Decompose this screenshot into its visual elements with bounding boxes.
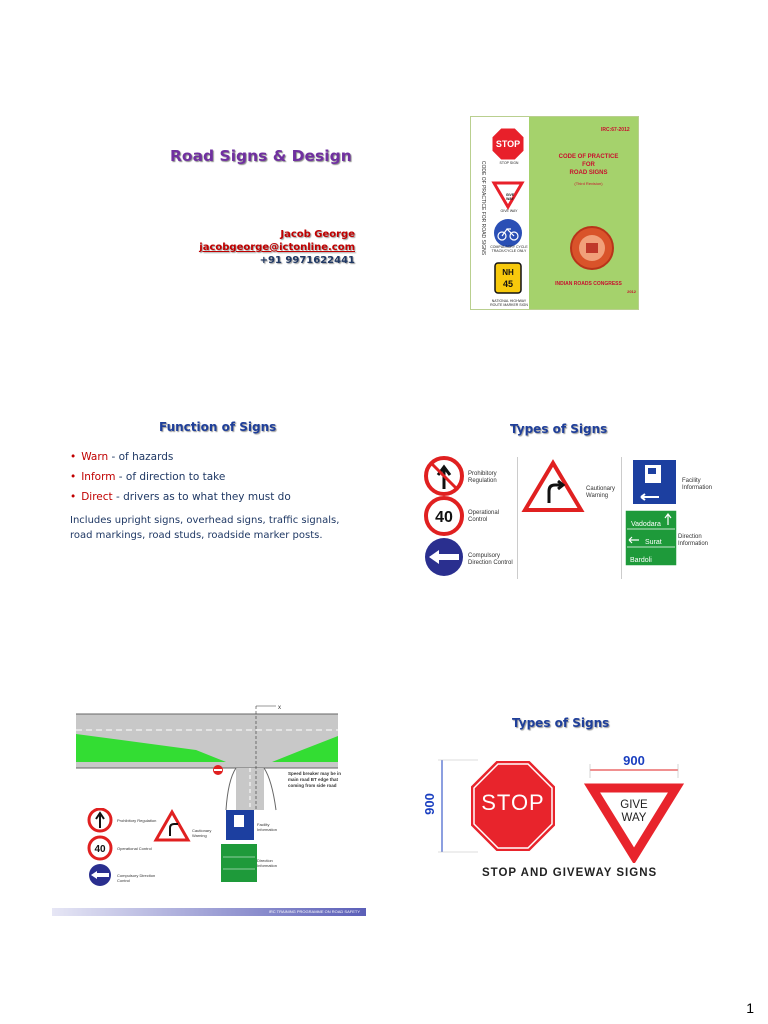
dim-vertical: 900 <box>422 793 437 815</box>
giveway-text-1: GIVE <box>620 799 648 811</box>
irc-cover-image: CODE OF PRACTICE FOR ROAD SIGNS STOP NH 45 STOP SIGN GIVE WAY GIVE WAY COMPULSORY CYCLE TRACK/CYCLE ONLY NATIONAL HIGHWAY ROUTE MARKER SIGN IRC:67-2012 CODE OF PRACTICE FOR ROAD SIGNS (Third Revision) INDIAN ROADS CONGRESS 2012 <box>470 116 639 310</box>
cover-publisher: INDIAN ROADS CONGRESS <box>555 281 622 287</box>
svg-text:Vadodara: Vadodara <box>631 521 661 528</box>
body-text: Includes upright signs, overhead signs, traffic signals, road markings, road studs, roadside marker posts. <box>70 515 340 541</box>
page-title: Road Signs & Design <box>170 147 352 165</box>
speed-limit-text: 40 <box>435 509 453 526</box>
mini-types-figure <box>86 808 276 886</box>
page-number: 1 <box>746 1000 754 1016</box>
stop-giveway-figure <box>418 748 688 863</box>
svg-text:Surat: Surat <box>645 539 662 546</box>
cover-stop-text: STOP <box>495 139 521 149</box>
slide-heading: Types of Signs <box>510 422 608 436</box>
svg-text:45: 45 <box>502 279 514 289</box>
slide-heading: Types of Signs <box>512 716 610 730</box>
speed-breaker-note: Speed breaker may be in main road BT edge that coming from side road <box>288 771 342 788</box>
stop-sign-text: STOP <box>481 790 545 815</box>
spine-text: CODE OF PRACTICE FOR ROAD SIGNS <box>480 160 486 256</box>
bullet-direct: • Direct - drivers as to what they must do <box>70 491 291 503</box>
irc-seal-logo <box>569 225 615 271</box>
author-phone: +91 9971622441 <box>259 255 355 266</box>
figure-caption: STOP AND GIVEWAY SIGNS <box>482 867 658 879</box>
dim-horizontal: 900 <box>623 753 645 768</box>
svg-text:40: 40 <box>94 844 106 855</box>
slide-footer-bar: IRC TRAINING PROGRAMME ON ROAD SAFETY <box>52 908 366 916</box>
svg-text:x: x <box>278 705 281 711</box>
slide-heading: Function of Signs <box>159 420 277 434</box>
author-email[interactable]: jacobgeorge@ictonline.com <box>199 242 355 253</box>
giveway-text-2: WAY <box>621 812 647 824</box>
svg-text:Bardoli: Bardoli <box>630 557 652 564</box>
author-name: Jacob George <box>280 229 355 240</box>
junction-diagram <box>76 700 368 820</box>
bullet-warn: • Warn - of hazards <box>70 451 174 463</box>
bullet-inform: • Inform - of direction to take <box>70 471 226 483</box>
cover-signs <box>491 127 525 307</box>
cover-title: CODE OF PRACTICE FOR ROAD SIGNS <box>558 154 619 176</box>
svg-text:NH: NH <box>502 268 514 277</box>
cover-code: IRC:67-2012 <box>601 127 630 133</box>
